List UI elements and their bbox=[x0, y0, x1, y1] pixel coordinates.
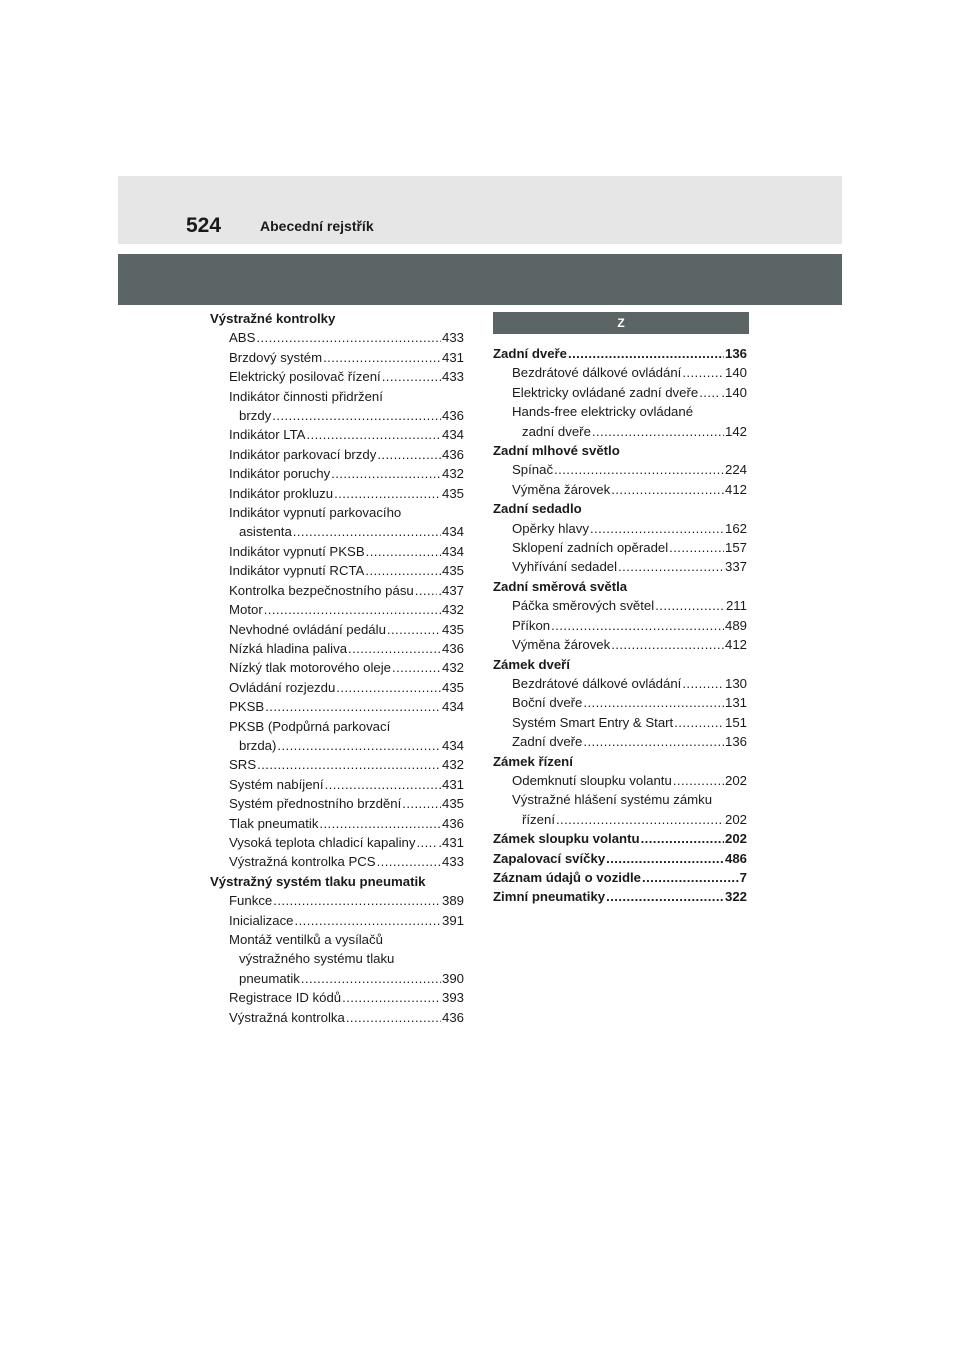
index-entry bbox=[493, 810, 747, 829]
leader-dots bbox=[674, 713, 724, 732]
page-ref: 151 bbox=[724, 714, 747, 730]
index-entry bbox=[210, 697, 464, 716]
entry-label: Indikátor LTA bbox=[229, 427, 306, 443]
index-heading bbox=[210, 309, 464, 328]
index-entry bbox=[210, 930, 464, 949]
page-ref: 432 bbox=[441, 602, 464, 618]
index-entry bbox=[210, 736, 464, 755]
page-ref: 162 bbox=[724, 520, 747, 536]
entry-label: Zapalovací svíčky bbox=[493, 850, 606, 866]
letter-section-bar: Z bbox=[493, 312, 749, 334]
page-ref: 393 bbox=[441, 990, 464, 1006]
leader-dots bbox=[273, 891, 441, 910]
entry-label: brzda) bbox=[239, 737, 277, 753]
index-entry bbox=[493, 480, 747, 499]
index-entry bbox=[493, 422, 747, 441]
index-entry bbox=[210, 969, 464, 988]
leader-dots bbox=[568, 344, 724, 363]
index-entry bbox=[210, 988, 464, 1007]
entry-label: Ovládání rozjezdu bbox=[229, 679, 336, 695]
page-title: Abecední rejstřík bbox=[260, 218, 374, 234]
leader-dots bbox=[295, 911, 441, 930]
entry-label: výstražného systému tlaku bbox=[239, 951, 395, 967]
leader-dots bbox=[331, 464, 441, 483]
index-entry bbox=[493, 635, 747, 654]
leader-dots bbox=[641, 829, 724, 848]
index-entry bbox=[493, 674, 747, 693]
index-entry bbox=[493, 460, 747, 479]
page-ref: .437 bbox=[438, 582, 464, 598]
entry-label: Nízký tlak motorového oleje bbox=[229, 660, 391, 676]
entry-label: Výstražný systém tlaku pneumatik bbox=[210, 873, 426, 889]
entry-label: Indikátor vypnutí RCTA bbox=[229, 563, 365, 579]
entry-label: asistenta bbox=[239, 524, 292, 540]
leader-dots bbox=[655, 596, 725, 615]
entry-label: Systém nabíjení bbox=[229, 776, 324, 792]
index-entry bbox=[210, 542, 464, 561]
leader-dots bbox=[618, 557, 724, 576]
page-ref: 432 bbox=[441, 757, 464, 773]
leader-dots bbox=[257, 755, 441, 774]
leader-dots bbox=[293, 522, 441, 541]
index-entry bbox=[210, 445, 464, 464]
entry-label: řízení bbox=[522, 811, 555, 827]
entry-label: Výstražné hlášení systému zámku bbox=[512, 792, 713, 808]
index-entry bbox=[210, 328, 464, 347]
index-entry bbox=[210, 949, 464, 968]
leader-dots bbox=[277, 736, 441, 755]
entry-label: Zadní mlhové světlo bbox=[493, 443, 620, 459]
entry-label: Kontrolka bezpečnostního pásu bbox=[229, 582, 414, 598]
index-heading bbox=[493, 752, 747, 771]
entry-label: Systém přednostního brzdění bbox=[229, 796, 402, 812]
entry-label: Boční dveře bbox=[512, 695, 583, 711]
page-ref: 489 bbox=[724, 617, 747, 633]
page-ref: 202 bbox=[724, 811, 747, 827]
leader-dots bbox=[415, 581, 438, 600]
index-entry bbox=[210, 639, 464, 658]
index-entry bbox=[210, 387, 464, 406]
index-entry bbox=[210, 911, 464, 930]
index-entry bbox=[493, 363, 747, 382]
entry-label: Příkon bbox=[512, 617, 551, 633]
page-ref: 7 bbox=[739, 869, 747, 885]
index-entry bbox=[493, 693, 747, 712]
page-ref: 434 bbox=[441, 427, 464, 443]
page-ref: 434 bbox=[441, 524, 464, 540]
page-ref: 157 bbox=[724, 540, 747, 556]
leader-dots bbox=[366, 542, 441, 561]
page-ref: 433 bbox=[441, 854, 464, 870]
page-ref: 390 bbox=[441, 970, 464, 986]
entry-label: Indikátor vypnutí PKSB bbox=[229, 543, 365, 559]
page-ref: 434 bbox=[441, 737, 464, 753]
index-entry bbox=[210, 678, 464, 697]
page-ref: 202 bbox=[724, 772, 747, 788]
entry-label: zadní dveře bbox=[522, 423, 591, 439]
entry-label: Zadní sedadlo bbox=[493, 501, 582, 517]
entry-label: Zámek řízení bbox=[493, 753, 573, 769]
leader-dots bbox=[554, 460, 724, 479]
index-heading bbox=[493, 849, 747, 868]
leader-dots bbox=[342, 988, 441, 1007]
page-ref: 432 bbox=[441, 466, 464, 482]
index-entry bbox=[210, 658, 464, 677]
leader-dots bbox=[551, 616, 724, 635]
entry-label: SRS bbox=[229, 757, 257, 773]
entry-label: Vyhřívání sedadel bbox=[512, 559, 618, 575]
leader-dots bbox=[642, 868, 739, 887]
leader-dots bbox=[348, 639, 441, 658]
leader-dots bbox=[265, 697, 441, 716]
entry-label: ABS bbox=[229, 330, 256, 346]
page-ref: 136 bbox=[724, 346, 747, 361]
leader-dots bbox=[392, 658, 441, 677]
leader-dots bbox=[377, 445, 441, 464]
index-entry bbox=[210, 561, 464, 580]
index-entry bbox=[210, 581, 464, 600]
index-heading bbox=[210, 872, 464, 891]
page-ref: 433 bbox=[441, 369, 464, 385]
page-ref: 322 bbox=[724, 889, 747, 905]
page-ref: 431 bbox=[441, 349, 464, 365]
entry-label: Výměna žárovek bbox=[512, 481, 611, 497]
index-entry bbox=[493, 616, 747, 635]
leader-dots bbox=[319, 814, 441, 833]
index-entry bbox=[493, 596, 747, 615]
index-entry bbox=[210, 464, 464, 483]
leader-dots bbox=[256, 328, 441, 347]
leader-dots bbox=[272, 406, 441, 425]
page-ref: 436 bbox=[441, 815, 464, 831]
leader-dots bbox=[611, 635, 724, 654]
index-entry bbox=[493, 519, 747, 538]
entry-label: Hands-free elektricky ovládané bbox=[512, 404, 694, 420]
index-entry bbox=[210, 348, 464, 367]
index-entry bbox=[493, 790, 747, 809]
page-ref: 433 bbox=[441, 330, 464, 346]
entry-label: brzdy bbox=[239, 408, 272, 424]
index-entry bbox=[210, 814, 464, 833]
index-heading bbox=[493, 577, 747, 596]
leader-dots bbox=[387, 620, 441, 639]
entry-label: Záznam údajů o vozidle bbox=[493, 869, 642, 885]
leader-dots bbox=[325, 775, 441, 794]
index-entry bbox=[493, 732, 747, 751]
entry-label: Bezdrátové dálkové ovládání bbox=[512, 365, 682, 381]
index-entry bbox=[210, 794, 464, 813]
index-entry bbox=[210, 406, 464, 425]
index-heading bbox=[493, 344, 747, 363]
index-entry bbox=[210, 367, 464, 386]
entry-label: PKSB bbox=[229, 699, 265, 715]
index-entry bbox=[210, 484, 464, 503]
page-ref: 435 bbox=[441, 485, 464, 501]
page-ref: 431 bbox=[441, 776, 464, 792]
leader-dots bbox=[365, 561, 441, 580]
page-ref: 412 bbox=[724, 637, 747, 653]
index-heading bbox=[493, 441, 747, 460]
section-band bbox=[118, 254, 842, 305]
leader-dots bbox=[402, 794, 441, 813]
leader-dots bbox=[556, 810, 724, 829]
leader-dots bbox=[336, 678, 441, 697]
entry-label: Inicializace bbox=[229, 912, 294, 928]
leader-dots bbox=[583, 732, 724, 751]
entry-label: Elektrický posilovač řízení bbox=[229, 369, 381, 385]
page-ref: 434 bbox=[441, 699, 464, 715]
index-heading bbox=[493, 887, 747, 906]
page-ref: 432 bbox=[441, 660, 464, 676]
entry-label: Funkce bbox=[229, 893, 273, 909]
leader-dots bbox=[416, 833, 437, 852]
page-ref: 131 bbox=[724, 695, 747, 711]
entry-label: Nevhodné ovládání pedálu bbox=[229, 621, 386, 637]
page-ref: 224 bbox=[724, 462, 747, 478]
page-ref: 436 bbox=[441, 446, 464, 462]
leader-dots bbox=[306, 425, 441, 444]
index-entry bbox=[210, 1008, 464, 1027]
index-column-left bbox=[210, 309, 464, 1027]
entry-label: Výstražná kontrolka PCS bbox=[229, 854, 376, 870]
index-entry bbox=[210, 503, 464, 522]
page-ref: 130 bbox=[724, 675, 747, 691]
entry-label: Tlak pneumatik bbox=[229, 815, 319, 831]
leader-dots bbox=[669, 538, 724, 557]
page-ref: 211 bbox=[725, 598, 747, 614]
leader-dots bbox=[334, 484, 441, 503]
page-header-band bbox=[118, 176, 842, 244]
leader-dots bbox=[346, 1008, 441, 1027]
entry-label: Výstražné kontrolky bbox=[210, 311, 336, 326]
page-ref: 389 bbox=[441, 893, 464, 909]
entry-label: Montáž ventilků a vysílačů bbox=[229, 932, 383, 947]
leader-dots bbox=[301, 969, 441, 988]
index-entry bbox=[210, 852, 464, 871]
leader-dots bbox=[323, 348, 441, 367]
index-entry bbox=[210, 833, 464, 852]
index-entry bbox=[210, 717, 464, 736]
entry-label: Zadní dveře bbox=[493, 346, 568, 361]
entry-label: Zadní směrová světla bbox=[493, 578, 628, 594]
index-entry bbox=[210, 891, 464, 910]
leader-dots bbox=[606, 887, 724, 906]
entry-label: Zadní dveře bbox=[512, 734, 583, 750]
leader-dots bbox=[606, 849, 724, 868]
entry-label: Spínač bbox=[512, 462, 554, 478]
index-column-right bbox=[493, 344, 747, 907]
page-number: 524 bbox=[186, 214, 222, 237]
page-ref: .140 bbox=[721, 384, 747, 400]
entry-label: Zimní pneumatiky bbox=[493, 889, 606, 905]
entry-label: Indikátor poruchy bbox=[229, 466, 331, 482]
page-ref: 142 bbox=[724, 423, 747, 439]
index-entry bbox=[493, 383, 747, 402]
index-heading bbox=[493, 829, 747, 848]
entry-label: Motor bbox=[229, 602, 263, 618]
page-ref: 435 bbox=[441, 563, 464, 579]
entry-label: Brzdový systém bbox=[229, 349, 323, 365]
entry-label: Opěrky hlavy bbox=[512, 520, 589, 536]
index-entry bbox=[210, 600, 464, 619]
entry-label: Odemknutí sloupku volantu bbox=[512, 772, 672, 788]
page-ref: 435 bbox=[441, 796, 464, 812]
page-ref: 202 bbox=[724, 831, 747, 847]
index-entry bbox=[210, 425, 464, 444]
entry-label: Registrace ID kódů bbox=[229, 990, 342, 1006]
page-ref: 337 bbox=[724, 559, 747, 575]
index-entry bbox=[493, 713, 747, 732]
entry-label: Indikátor prokluzu bbox=[229, 485, 334, 501]
leader-dots bbox=[699, 383, 720, 402]
index-heading bbox=[493, 655, 747, 674]
page-ref: 436 bbox=[441, 408, 464, 424]
index-entry bbox=[210, 775, 464, 794]
leader-dots bbox=[682, 363, 724, 382]
index-heading bbox=[493, 868, 747, 887]
entry-label: Výstražná kontrolka bbox=[229, 1009, 345, 1025]
leader-dots bbox=[377, 852, 441, 871]
entry-label: Indikátor vypnutí parkovacího bbox=[229, 505, 402, 521]
index-entry bbox=[210, 522, 464, 541]
entry-label: Elektricky ovládané zadní dveře bbox=[512, 384, 699, 400]
page-ref: 434 bbox=[441, 543, 464, 559]
entry-label: Výměna žárovek bbox=[512, 637, 611, 653]
leader-dots bbox=[611, 480, 724, 499]
page-ref: 436 bbox=[441, 640, 464, 656]
leader-dots bbox=[592, 422, 724, 441]
entry-label: Bezdrátové dálkové ovládání bbox=[512, 675, 682, 691]
leader-dots bbox=[590, 519, 724, 538]
index-entry bbox=[493, 402, 747, 421]
entry-label: Zámek sloupku volantu bbox=[493, 831, 640, 847]
entry-label: Páčka směrových světel bbox=[512, 598, 655, 614]
index-entry bbox=[210, 620, 464, 639]
page-ref: .431 bbox=[438, 834, 464, 850]
page-ref: 140 bbox=[724, 365, 747, 381]
page-ref: 412 bbox=[724, 481, 747, 497]
entry-label: PKSB (Podpůrná parkovací bbox=[229, 718, 391, 734]
entry-label: Indikátor činnosti přidržení bbox=[229, 388, 383, 404]
entry-label: Sklopení zadních opěradel bbox=[512, 540, 669, 556]
index-entry bbox=[493, 557, 747, 576]
entry-label: Systém Smart Entry & Start bbox=[512, 714, 674, 730]
index-entry bbox=[210, 755, 464, 774]
entry-label: Vysoká teplota chladicí kapaliny bbox=[229, 834, 416, 850]
page-ref: 436 bbox=[441, 1009, 464, 1025]
leader-dots bbox=[682, 674, 724, 693]
entry-label: Nízká hladina paliva bbox=[229, 640, 348, 656]
page-ref: 435 bbox=[441, 621, 464, 637]
index-heading bbox=[493, 499, 747, 518]
index-entry bbox=[493, 771, 747, 790]
page-ref: 486 bbox=[724, 850, 747, 866]
leader-dots bbox=[673, 771, 724, 790]
leader-dots bbox=[382, 367, 441, 386]
leader-dots bbox=[264, 600, 441, 619]
page-ref: 136 bbox=[724, 734, 747, 750]
page-ref: 391 bbox=[441, 912, 464, 928]
leader-dots bbox=[583, 693, 724, 712]
entry-label: pneumatik bbox=[239, 970, 300, 986]
entry-label: Zámek dveří bbox=[493, 656, 570, 672]
entry-label: Indikátor parkovací brzdy bbox=[229, 446, 377, 462]
page-ref: 435 bbox=[441, 679, 464, 695]
index-entry bbox=[493, 538, 747, 557]
